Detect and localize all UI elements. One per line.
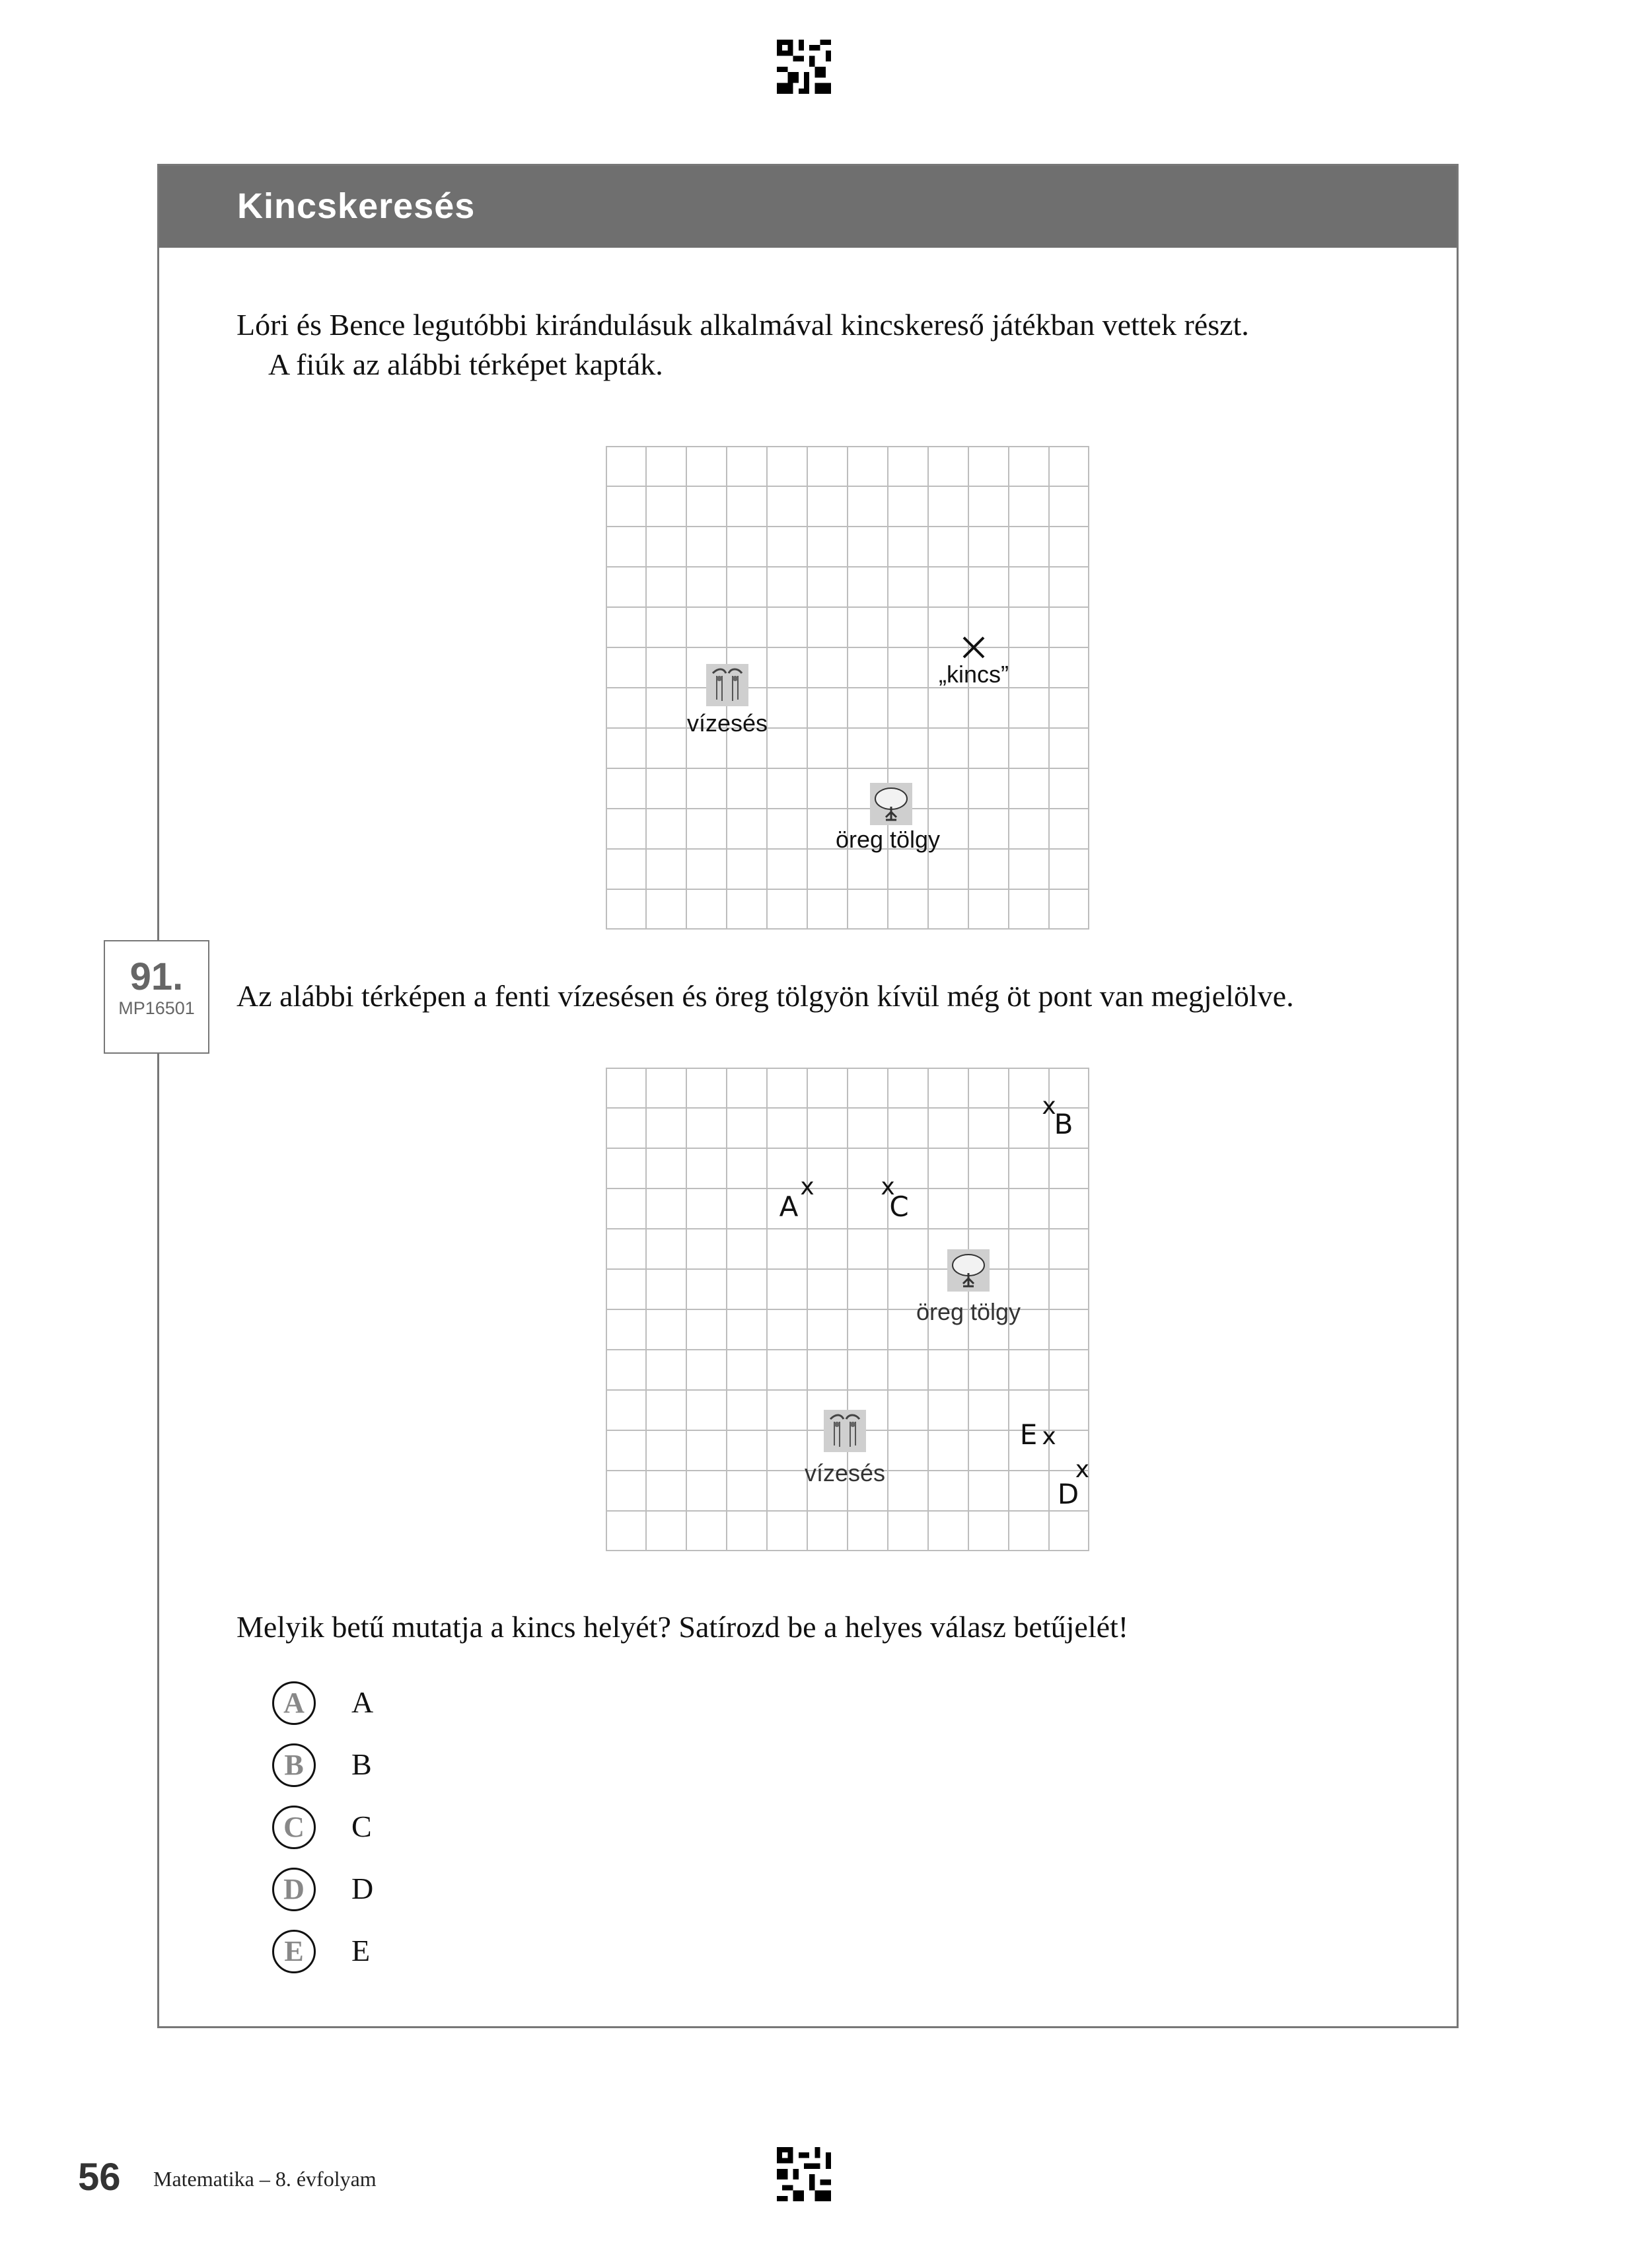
option-e-bubble[interactable]: E — [272, 1930, 316, 1973]
option-d-label: D — [351, 1872, 374, 1905]
question-number-box — [104, 940, 209, 1054]
map2-waterfall-label: vízesés — [804, 1459, 886, 1486]
question-code: MP16501 — [118, 998, 195, 1018]
point-b-label: B — [1054, 1108, 1073, 1140]
waterfall-icon — [824, 1410, 866, 1452]
point-a-label: A — [779, 1190, 799, 1223]
option-c-label: C — [351, 1810, 372, 1843]
point-c-mark: x — [881, 1173, 895, 1200]
point-d-label: D — [1057, 1478, 1079, 1510]
option-d-bubble[interactable]: D — [272, 1868, 316, 1911]
oak-tree-icon — [870, 783, 912, 825]
intro-text — [236, 305, 1412, 384]
option-a[interactable] — [272, 1681, 470, 1728]
footer-subject: Matematika – 8. évfolyam — [153, 2167, 377, 2191]
section-title: Kincskeresés — [237, 186, 476, 226]
option-e[interactable] — [272, 1930, 470, 1976]
waterfall-icon — [706, 664, 748, 706]
option-b[interactable] — [272, 1743, 470, 1790]
option-b-label: B — [351, 1747, 372, 1781]
treasure-map-1 — [606, 446, 1089, 930]
map1-oak-label: öreg tölgy — [835, 826, 941, 853]
section-header — [159, 166, 1457, 248]
option-a-bubble[interactable]: A — [272, 1681, 316, 1725]
option-c-bubble[interactable]: C — [272, 1806, 316, 1849]
question-text: Az alábbi térképen a fenti vízesésen és öreg tölgyön kívül még öt pont van megjelölve. — [236, 979, 1294, 1013]
point-d-mark: x — [1075, 1456, 1089, 1483]
treasure-map-2 — [606, 1068, 1089, 1551]
intro-line-1: Lóri és Bence legutóbbi kirándulásuk alkalmával kincskereső játékban vettek részt. — [236, 308, 1249, 342]
option-d[interactable] — [272, 1868, 470, 1914]
map1-treasure-label: „kincs” — [939, 661, 1009, 688]
option-c[interactable] — [272, 1806, 470, 1852]
point-c-label: C — [889, 1190, 909, 1223]
point-e-label: E — [1019, 1418, 1038, 1451]
oak-tree-icon — [947, 1249, 990, 1292]
question-number: 91. — [129, 955, 184, 998]
option-e-label: E — [351, 1934, 371, 1967]
point-e-mark: x — [1042, 1423, 1056, 1450]
map2-oak-label: öreg tölgy — [916, 1298, 1021, 1325]
page-number: 56 — [78, 2156, 121, 2199]
ask-text: Melyik betű mutatja a kincs helyét? Satírozd be a helyes válasz betűjelét! — [236, 1610, 1129, 1644]
point-a-mark: x — [800, 1173, 814, 1200]
qr-code-icon — [777, 2147, 831, 2201]
option-b-bubble[interactable]: B — [272, 1743, 316, 1787]
intro-line-2: A fiúk az alábbi térképet kapták. — [268, 348, 663, 381]
qr-code-icon — [777, 40, 831, 94]
point-b-mark: x — [1042, 1093, 1056, 1120]
option-a-label: A — [351, 1685, 374, 1719]
map1-waterfall-label: vízesés — [686, 710, 768, 737]
